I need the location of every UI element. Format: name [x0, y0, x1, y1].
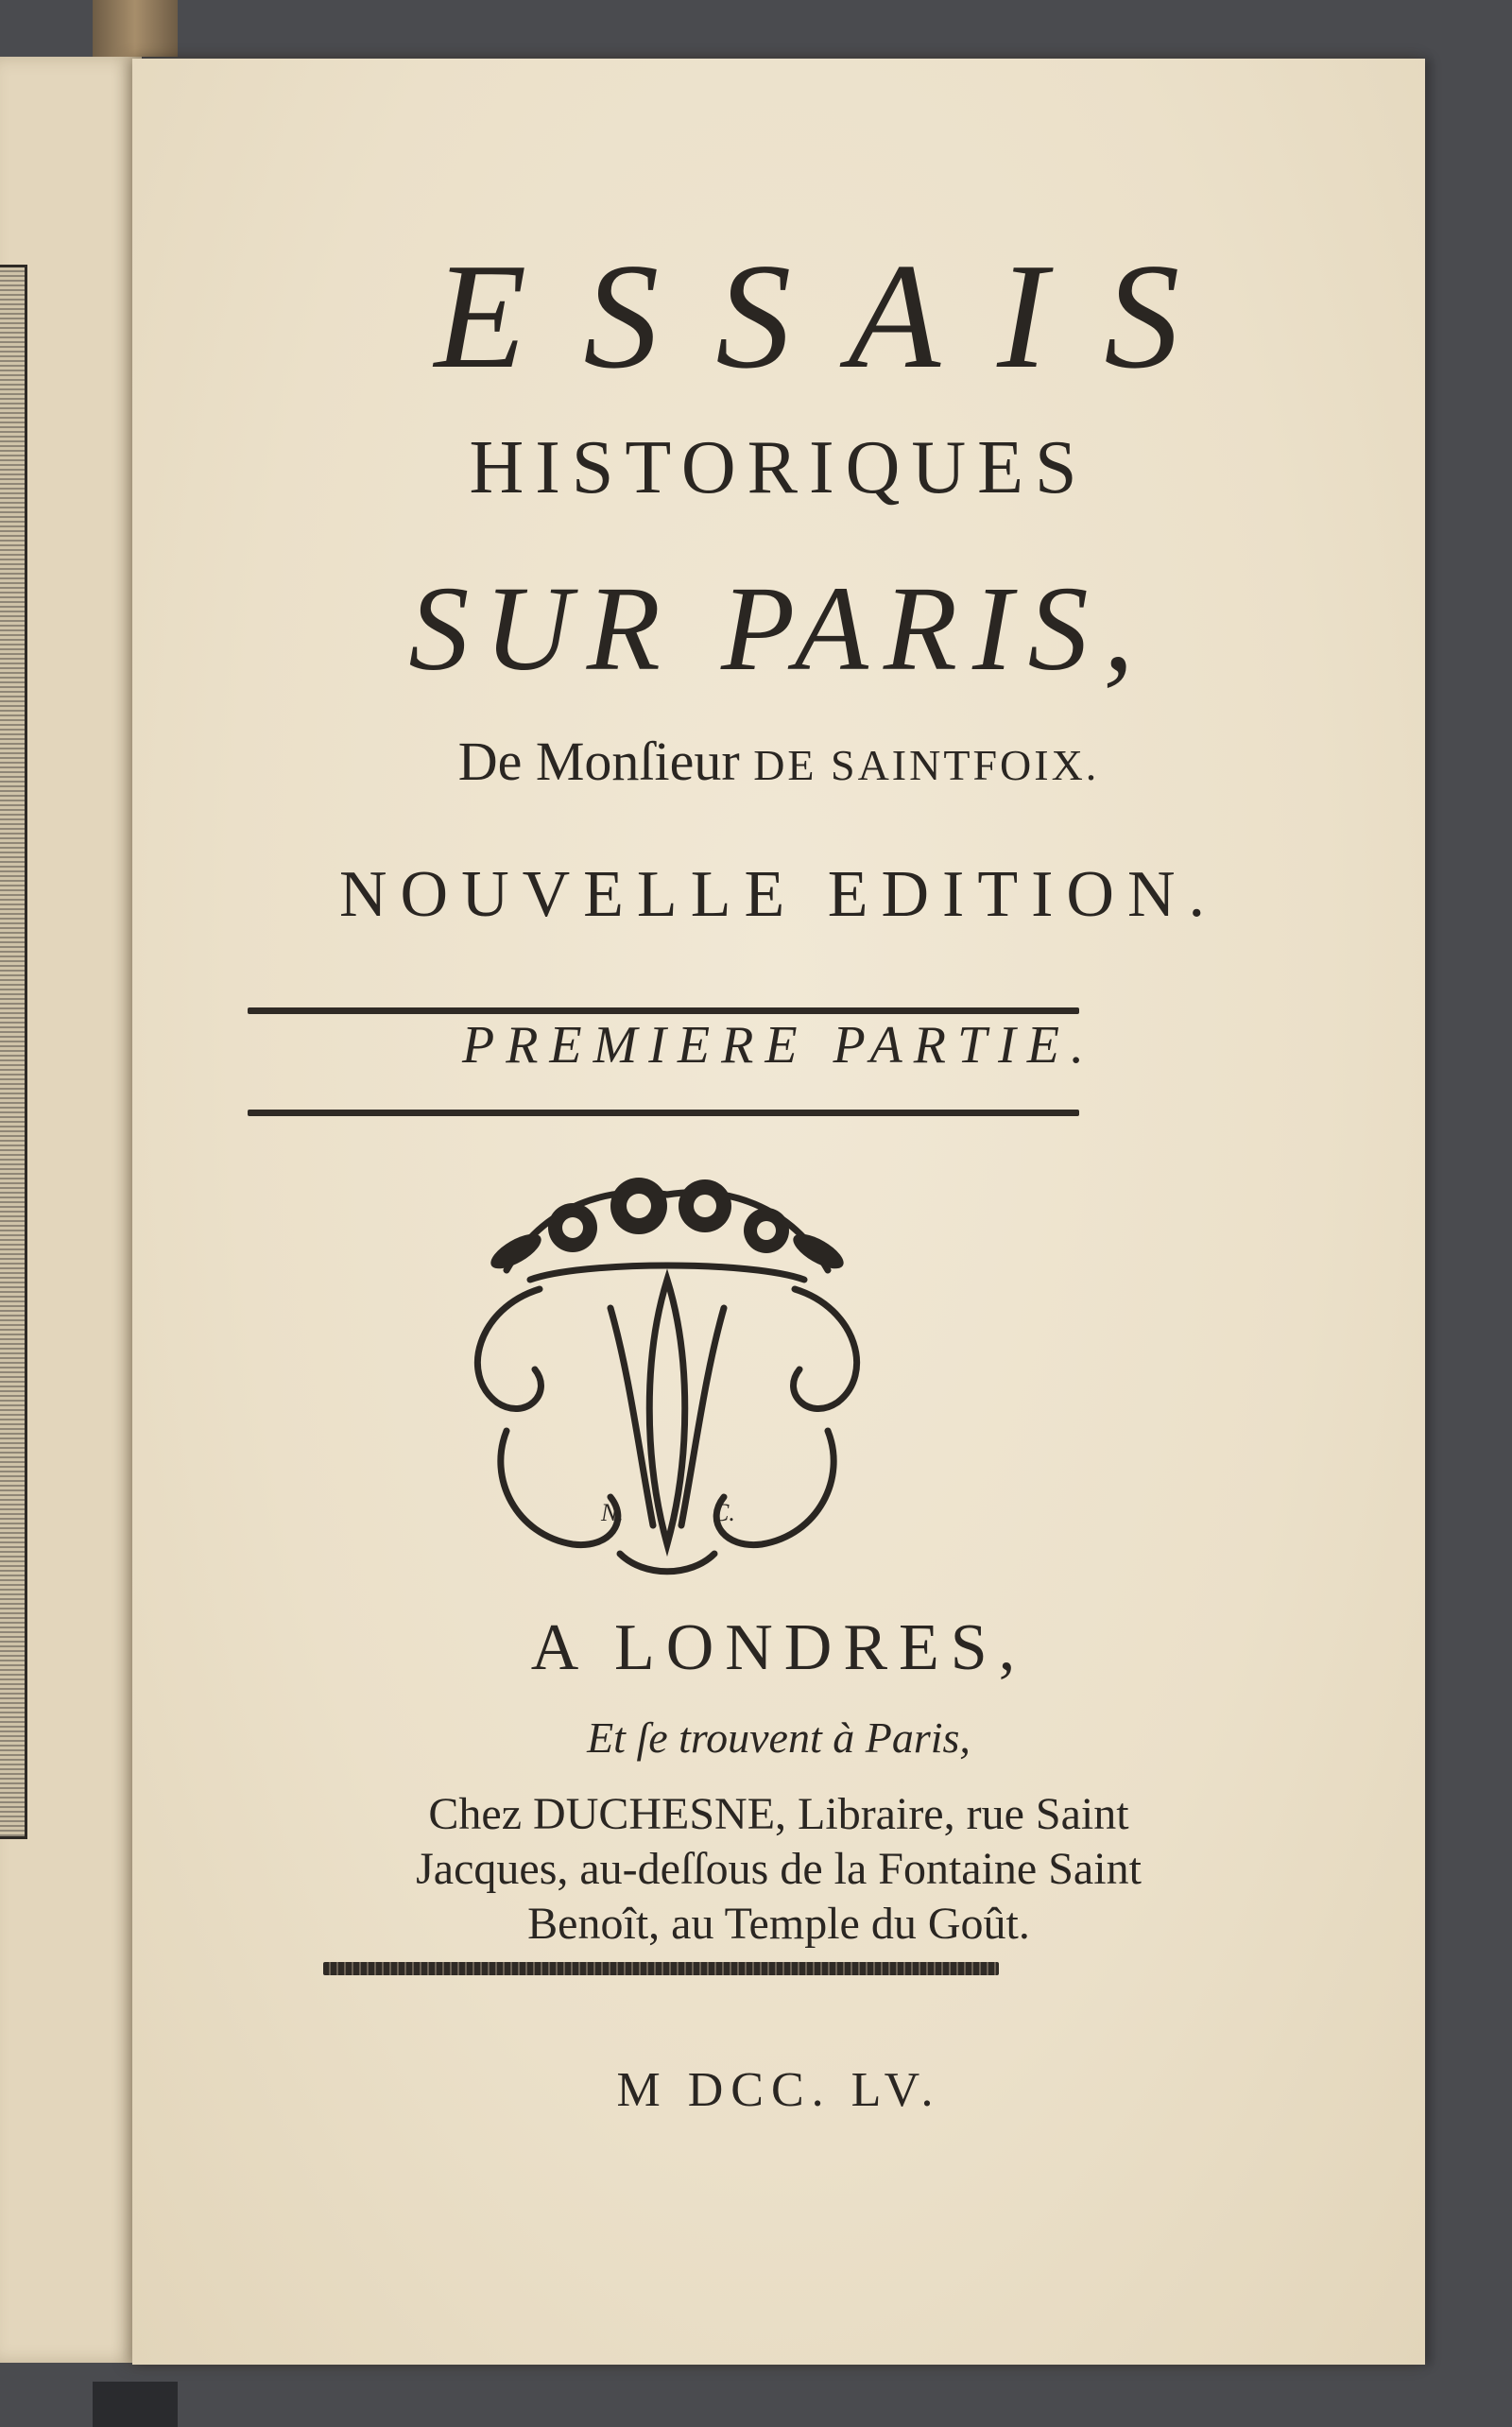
author-prefix: De Monſieur: [457, 731, 740, 792]
imprint-sold: Et ſe trouvent à Paris,: [587, 1713, 971, 1762]
author-name: DE SAINTFOIX.: [753, 741, 1100, 789]
imprint-line-1: Chez DUCHESNE, Libraire, rue Saint: [428, 1789, 1129, 1839]
imprint-line-3: Benoît, au Temple du Goût.: [527, 1899, 1030, 1949]
title-sur-paris: SUR PARIS,: [408, 561, 1149, 696]
publication-year: M DCC. LV.: [616, 2063, 941, 2117]
part-statement: PREMIERE PARTIE.: [462, 1016, 1095, 1075]
binding-ribbon-top: [93, 0, 178, 57]
rule-bottom: [323, 1962, 999, 1975]
binding-edge-bottom: [93, 2382, 178, 2427]
facing-page: [0, 57, 142, 2363]
title-essais: ESSAIS: [434, 232, 1237, 400]
edition-statement: NOUVELLE EDITION.: [338, 858, 1219, 931]
ornament-initial-c: C.: [713, 1499, 735, 1526]
printers-ornament: [440, 1147, 890, 1582]
title-historiques: HISTORIQUES: [469, 426, 1089, 509]
rule-top: [248, 1007, 1079, 1014]
title-page: [132, 59, 1425, 2365]
rule-middle: [248, 1110, 1079, 1116]
imprint-line-2: Jacques, au-deſſous de la Fontaine Saint: [416, 1844, 1142, 1894]
ornament-initial-n: N.: [601, 1499, 624, 1526]
frontispiece-edge: [0, 265, 27, 1839]
imprint-place: A LONDRES,: [530, 1611, 1027, 1684]
author-line: [132, 730, 1425, 793]
